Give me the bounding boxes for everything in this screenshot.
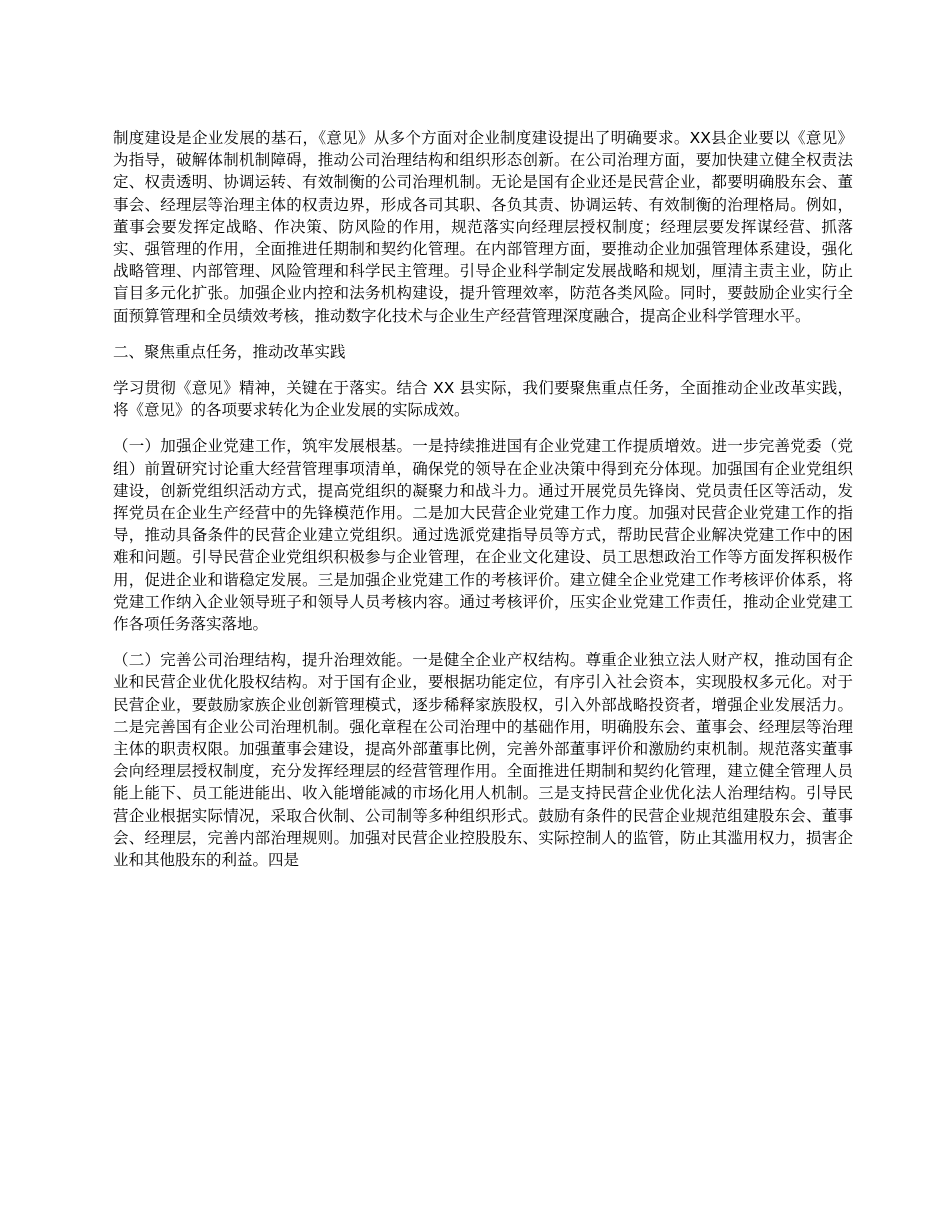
paragraph-implementation-intro: 学习贯彻《意见》精神，关键在于落实。结合 XX 县实际，我们要聚焦重点任务，全面推动企业改革实践，将《意见》的各项要求转化为企业发展的实际成效。 (113, 379, 853, 420)
document-body (113, 127, 853, 885)
paragraph-party-building: （一）加强企业党建工作，筑牢发展根基。一是持续推进国有企业党建工作提质增效。进一步完善党委（党组）前置研究讨论重大经营管理事项清单，确保党的领导在企业决策中得到充分体现。加强国有企业党组织建设，创新党组织活动方式，提高党组织的凝聚力和战斗力。通过开展党员先锋岗、党员责任区等活动，发挥党员在企业生产经营中的先锋模范作用。二是加大民营企业党建工作力度。加强对民营企业党建工作的指导，推动具备条件的民营企业建立党组织。通过选派党建指导员等方式，帮助民营企业解决党建工作中的困难和问题。引导民营企业党组织积极参与企业管理，在企业文化建设、员工思想政治工作等方面发挥积极作用，促进企业和谐稳定发展。三是加强企业党建工作的考核评价。建立健全企业党建工作考核评价体系，将党建工作纳入企业领导班子和领导人员考核内容。通过考核评价，压实企业党建工作责任，推动企业党建工作各项任务落实落地。 (113, 437, 853, 634)
paragraph-institution-building: 制度建设是企业发展的基石，《意见》从多个方面对企业制度建设提出了明确要求。XX县企业要以《意见》为指导，破解体制机制障碍，推动公司治理结构和组织形态创新。在公司治理方面，要加快建立健全权责法定、权责透明、协调运转、有效制衡的公司治理机制。无论是国有企业还是民营企业，都要明确股东会、董事会、经理层等治理主体的权责边界，形成各司其职、各负其责、协调运转、有效制衡的治理格局。例如，董事会要发挥定战略、作决策、防风险的作用，规范落实向经理层授权制度；经理层要发挥谋经营、抓落实、强管理的作用，全面推进任期制和契约化管理。在内部管理方面，要推动企业加强管理体系建设，强化战略管理、内部管理、风险管理和科学民主管理。引导企业科学制定发展战略和规划，厘清主责主业，防止盲目多元化扩张。加强企业内控和法务机构建设，提升管理效率，防范各类风险。同时，要鼓励企业实行全面预算管理和全员绩效考核，推动数字化技术与企业生产经营管理深度融合，提高企业科学管理水平。 (113, 129, 853, 325)
paragraph-corporate-governance: （二）完善公司治理结构，提升治理效能。一是健全企业产权结构。尊重企业独立法人财产权，推动国有企业和民营企业优化股权结构。对于国有企业，要根据功能定位，有序引入社会资本，实现股权多元化。对于民营企业，要鼓励家族企业创新管理模式，逐步稀释家族股权，引入外部战略投资者，增强企业发展活力。二是完善国有企业公司治理机制。强化章程在公司治理中的基础作用，明确股东会、董事会、经理层等治理主体的职责权限。加强董事会建设，提高外部董事比例，完善外部董事评价和激励约束机制。规范落实董事会向经理层授权制度，充分发挥经理层的经营管理作用。全面推进任期制和契约化管理，建立健全管理人员能上能下、员工能进能出、收入能增能减的市场化用人机制。三是支持民营企业优化法人治理结构。引导民营企业根据实际情况，采取合伙制、公司制等多种组织形式。鼓励有条件的民营企业规范组建股东会、董事会、经理层，完善内部治理规则。加强对民营企业控股股东、实际控制人的监管，防止其滥用权力，损害企业和其他股东的利益。四是 (113, 651, 853, 870)
section-heading-2: 二、聚焦重点任务，推动改革实践 (113, 342, 346, 361)
